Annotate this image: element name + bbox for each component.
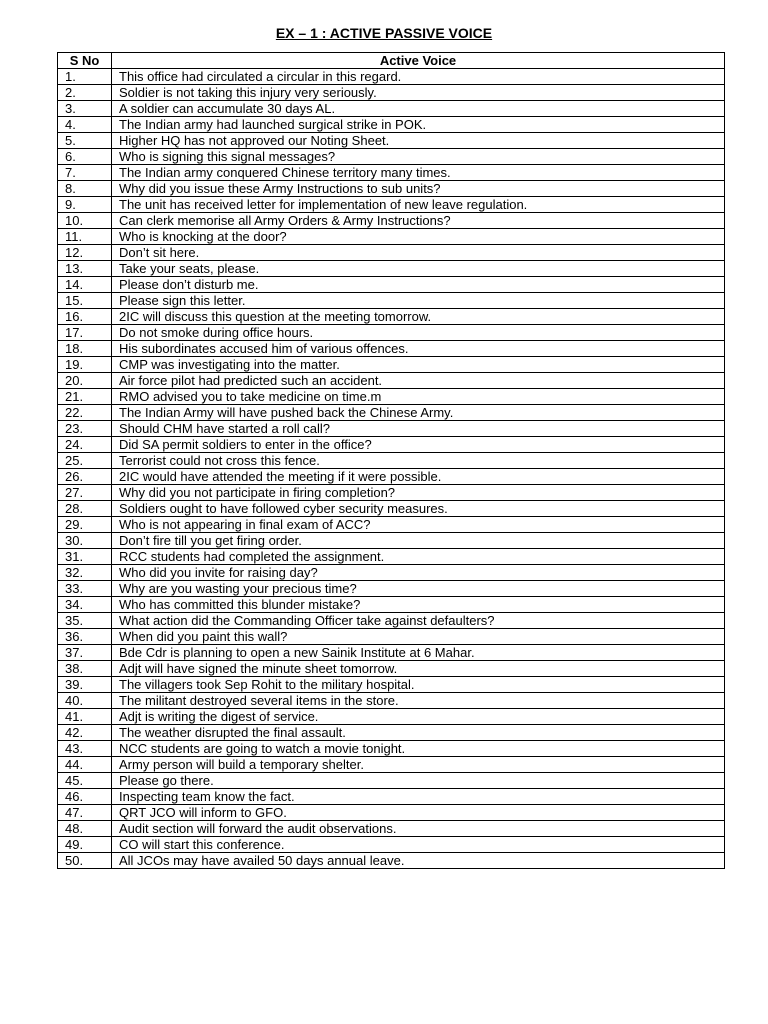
table-row [58,181,725,197]
table-row [58,469,725,485]
row-number: 9. [58,197,112,213]
table-row [58,101,725,117]
sentence-text: RMO advised you to take medicine on time.m [112,389,725,405]
exercise-table [57,52,725,869]
table-row [58,325,725,341]
sentence-text: Inspecting team know the fact. [112,789,725,805]
row-number: 17. [58,325,112,341]
table-row [58,773,725,789]
sentence-text: Soldier is not taking this injury very seriously. [112,85,725,101]
row-number: 45. [58,773,112,789]
sentence-text: Please sign this letter. [112,293,725,309]
table-row [58,405,725,421]
sentence-text: 2IC will discuss this question at the meeting tomorrow. [112,309,725,325]
row-number: 25. [58,453,112,469]
table-row [58,741,725,757]
row-number: 50. [58,853,112,869]
sentence-text: The militant destroyed several items in the store. [112,693,725,709]
row-number: 20. [58,373,112,389]
row-number: 2. [58,85,112,101]
row-number: 47. [58,805,112,821]
row-number: 7. [58,165,112,181]
sentence-text: Why did you issue these Army Instructions to sub units? [112,181,725,197]
table-row [58,789,725,805]
table-row [58,645,725,661]
sentence-text: This office had circulated a circular in this regard. [112,69,725,85]
table-row [58,389,725,405]
row-number: 14. [58,277,112,293]
sentence-text: Who has committed this blunder mistake? [112,597,725,613]
sentence-text: CMP was investigating into the matter. [112,357,725,373]
row-number: 4. [58,117,112,133]
table-row [58,837,725,853]
sentence-text: Who is signing this signal messages? [112,149,725,165]
sentence-text: Why are you wasting your precious time? [112,581,725,597]
sentence-text: NCC students are going to watch a movie tonight. [112,741,725,757]
row-number: 37. [58,645,112,661]
sentence-text: The Indian army conquered Chinese territory many times. [112,165,725,181]
table-row [58,421,725,437]
active-voice-header: Active Voice [112,53,725,69]
row-number: 34. [58,597,112,613]
row-number: 22. [58,405,112,421]
sno-header: S No [58,53,112,69]
row-number: 26. [58,469,112,485]
table-row [58,581,725,597]
sentence-text: Don’t fire till you get firing order. [112,533,725,549]
sentence-text: QRT JCO will inform to GFO. [112,805,725,821]
sentence-text: Army person will build a temporary shelter. [112,757,725,773]
row-number: 8. [58,181,112,197]
row-number: 48. [58,821,112,837]
table-row [58,709,725,725]
sentence-text: CO will start this conference. [112,837,725,853]
row-number: 10. [58,213,112,229]
row-number: 31. [58,549,112,565]
row-number: 39. [58,677,112,693]
sentence-text: Adjt will have signed the minute sheet tomorrow. [112,661,725,677]
table-row [58,533,725,549]
table-row [58,805,725,821]
table-row [58,165,725,181]
sentence-text: His subordinates accused him of various offences. [112,341,725,357]
row-number: 1. [58,69,112,85]
sentence-text: Soldiers ought to have followed cyber security measures. [112,501,725,517]
row-number: 18. [58,341,112,357]
sentence-text: Who is not appearing in final exam of ACC? [112,517,725,533]
page-title: EX – 1 : ACTIVE PASSIVE VOICE [275,25,493,41]
sentence-text: Please don’t disturb me. [112,277,725,293]
sentence-text: A soldier can accumulate 30 days AL. [112,101,725,117]
sentence-text: The Indian Army will have pushed back the Chinese Army. [112,405,725,421]
sentence-text: The weather disrupted the final assault. [112,725,725,741]
row-number: 49. [58,837,112,853]
row-number: 38. [58,661,112,677]
table-row [58,565,725,581]
table-row [58,517,725,533]
table-row [58,437,725,453]
table-row [58,485,725,501]
table-row [58,597,725,613]
row-number: 30. [58,533,112,549]
table-row [58,213,725,229]
table-row [58,693,725,709]
sentence-text: Can clerk memorise all Army Orders & Army Instructions? [112,213,725,229]
sentence-text: Adjt is writing the digest of service. [112,709,725,725]
row-number: 11. [58,229,112,245]
table-row [58,309,725,325]
row-number: 6. [58,149,112,165]
table-row [58,229,725,245]
table-row [58,293,725,309]
table-header-row [58,53,725,69]
row-number: 33. [58,581,112,597]
table-row [58,245,725,261]
row-number: 13. [58,261,112,277]
row-number: 24. [58,437,112,453]
row-number: 42. [58,725,112,741]
row-number: 19. [58,357,112,373]
row-number: 46. [58,789,112,805]
table-row [58,501,725,517]
row-number: 35. [58,613,112,629]
sentence-text: 2IC would have attended the meeting if it were possible. [112,469,725,485]
row-number: 40. [58,693,112,709]
row-number: 36. [58,629,112,645]
row-number: 23. [58,421,112,437]
row-number: 43. [58,741,112,757]
row-number: 16. [58,309,112,325]
sentence-text: Take your seats, please. [112,261,725,277]
row-number: 32. [58,565,112,581]
row-number: 15. [58,293,112,309]
table-row [58,757,725,773]
table-row [58,341,725,357]
row-number: 28. [58,501,112,517]
row-number: 41. [58,709,112,725]
sentence-text: Should CHM have started a roll call? [112,421,725,437]
sentence-text: The unit has received letter for implementation of new leave regulation. [112,197,725,213]
sentence-text: Audit section will forward the audit observations. [112,821,725,837]
row-number: 29. [58,517,112,533]
row-number: 21. [58,389,112,405]
table-row [58,117,725,133]
sentence-text: All JCOs may have availed 50 days annual leave. [112,853,725,869]
sentence-text: Terrorist could not cross this fence. [112,453,725,469]
sentence-text: Do not smoke during office hours. [112,325,725,341]
sentence-text: When did you paint this wall? [112,629,725,645]
row-number: 27. [58,485,112,501]
table-row [58,357,725,373]
table-row [58,85,725,101]
table-row [58,629,725,645]
sentence-text: What action did the Commanding Officer take against defaulters? [112,613,725,629]
table-row [58,373,725,389]
table-row [58,453,725,469]
table-row [58,725,725,741]
sentence-text: Please go there. [112,773,725,789]
sentence-text: Air force pilot had predicted such an accident. [112,373,725,389]
table-row [58,133,725,149]
row-number: 5. [58,133,112,149]
table-row [58,821,725,837]
table-row [58,549,725,565]
sentence-text: The Indian army had launched surgical strike in POK. [112,117,725,133]
sentence-text: RCC students had completed the assignment. [112,549,725,565]
table-row [58,69,725,85]
row-number: 12. [58,245,112,261]
sentence-text: Why did you not participate in firing completion? [112,485,725,501]
sentence-text: Who is knocking at the door? [112,229,725,245]
sentence-text: The villagers took Sep Rohit to the military hospital. [112,677,725,693]
table-row [58,261,725,277]
table-row [58,677,725,693]
sentence-text: Did SA permit soldiers to enter in the office? [112,437,725,453]
table-row [58,661,725,677]
table-body [58,69,725,869]
sentence-text: Higher HQ has not approved our Noting Sheet. [112,133,725,149]
sentence-text: Who did you invite for raising day? [112,565,725,581]
table-row [58,197,725,213]
sentence-text: Bde Cdr is planning to open a new Sainik Institute at 6 Mahar. [112,645,725,661]
table-row [58,277,725,293]
table-row [58,149,725,165]
row-number: 44. [58,757,112,773]
row-number: 3. [58,101,112,117]
table-row [58,613,725,629]
table-row [58,853,725,869]
sentence-text: Don’t sit here. [112,245,725,261]
